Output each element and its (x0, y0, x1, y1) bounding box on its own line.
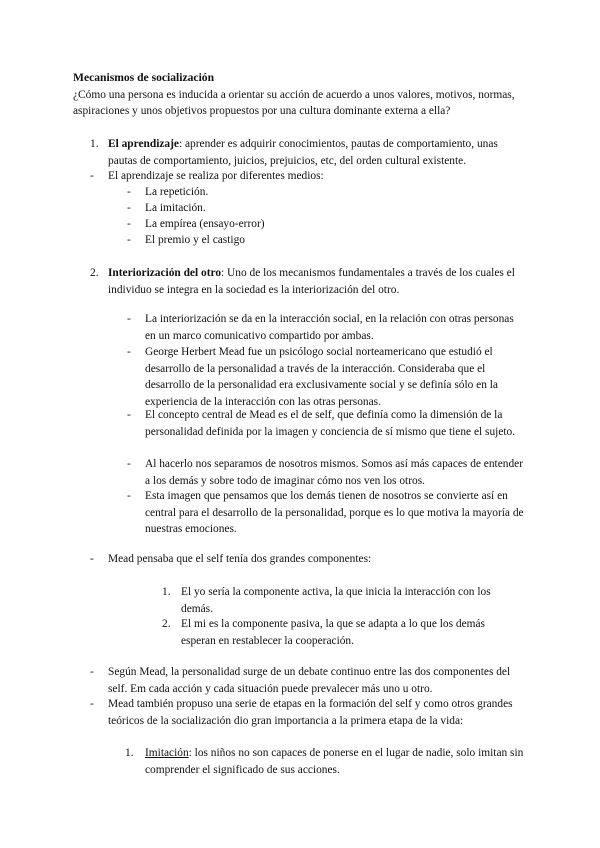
dash-bullet: - (127, 202, 131, 214)
intro-question: ¿Cómo una persona es inducida a orientar su acción de acuerdo a unos valores, motivos, normas, aspiraciones y unos objetivos propuestos por una cultura dominante externa a ella? (73, 88, 515, 118)
component-item (162, 584, 522, 617)
interiorizacion-point (127, 311, 527, 344)
means-text: La repetición. (145, 186, 209, 198)
section-term: Interiorización del otro (108, 267, 222, 279)
list-number: 2. (90, 267, 99, 279)
list-number: 1. (162, 586, 171, 598)
point-text: El concepto central de Mead es el de self, que definía como la dimensión de la personalidad definida por la imagen y conciencia de sí mismo que tiene el sujeto. (145, 409, 516, 438)
means-item (127, 184, 208, 201)
means-item (127, 200, 206, 217)
list-number: 2. (162, 618, 171, 630)
dash-bullet: - (127, 313, 131, 325)
dash-bullet: - (90, 170, 94, 182)
point-text: La interiorización se da en la interacción social, en la relación con otras personas en un marco comunicativo compartido por ambas. (145, 313, 514, 342)
stages-intro-text: Mead también propuso una serie de etapas en la formación del self y como otros grandes teóricos de la socialización dio gran importancia a la primera etapa de la vida: (108, 698, 513, 727)
interiorizacion-point (127, 456, 527, 489)
means-item (127, 216, 265, 233)
section-term: El aprendizaje (108, 138, 179, 150)
dash-bullet: - (127, 218, 131, 230)
aprendizaje-note (90, 168, 522, 185)
dash-bullet: - (127, 186, 131, 198)
section-text: : aprender es adquirir conocimientos, pautas de comportamiento, unas pautas de comportamiento, juicios, prejuicios, etc, del orden cultural existente. (108, 138, 498, 167)
section-text: : Uno de los mecanismos fundamentales a través de los cuales el individuo se integra en la sociedad es la interiorización del otro. (108, 267, 515, 296)
dash-bullet: - (127, 409, 131, 421)
components-intro (90, 551, 522, 568)
dash-bullet: - (127, 458, 131, 470)
component-text: El mi es la componente pasiva, la que se adapta a lo que los demás esperan en restablecer la cooperación. (181, 618, 485, 647)
dash-bullet: - (90, 553, 94, 565)
means-text: La imitación. (145, 202, 206, 214)
component-text: El yo sería la componente activa, la que inicia la interacción con los demás. (181, 586, 491, 615)
list-number: 1. (125, 747, 134, 759)
dash-bullet: - (127, 490, 131, 502)
note-text: El aprendizaje se realiza por diferentes medios: (108, 170, 324, 182)
section-interiorizacion (90, 265, 522, 298)
dash-bullet: - (90, 666, 94, 678)
interiorizacion-point (127, 344, 527, 410)
stage-item (125, 745, 525, 778)
point-text: Al hacerlo nos separamos de nosotros mismos. Somos así más capaces de entender a los demás y sobre todo de imaginar cómo nos ven los otros. (145, 458, 524, 487)
dash-bullet: - (127, 234, 131, 246)
component-item (162, 616, 522, 649)
means-item (127, 232, 245, 249)
interiorizacion-point (127, 407, 527, 440)
means-text: La empírea (ensayo-error) (145, 218, 265, 230)
components-intro-text: Mead pensaba que el self tenía dos grandes componentes: (108, 553, 372, 565)
stages-intro (90, 696, 522, 729)
intro-block (73, 70, 553, 120)
interiorizacion-point (127, 488, 527, 538)
debate-paragraph (90, 664, 522, 697)
dash-bullet: - (90, 698, 94, 710)
stage-text: : los niños no son capaces de ponerse en el lugar de nadie, solo imitan sin comprender el significado de sus acciones. (145, 747, 524, 776)
stage-term: Imitación (145, 747, 189, 759)
point-text: Esta imagen que pensamos que los demás tienen de nosotros se convierte así en central para el desarrollo de la personalidad, porque es lo que motiva la mayoría de nuestras emociones. (145, 490, 524, 536)
dash-bullet: - (127, 346, 131, 358)
section-aprendizaje (90, 136, 522, 169)
means-text: El premio y el castigo (145, 234, 245, 246)
debate-text: Según Mead, la personalidad surge de un debate continuo entre las dos componentes del self. Em cada acción y cada situación puede prevalecer más uno u otro. (108, 666, 511, 695)
list-number: 1. (90, 138, 99, 150)
point-text: George Herbert Mead fue un psicólogo social norteamericano que estudió el desarrollo de la personalidad a través de la interacción. Consideraba que el desarrollo de la personalidad era exclusivamente social y se definía sólo en la experiencia de la interacción con las otras personas. (145, 346, 498, 408)
page-title: Mecanismos de socialización (73, 71, 215, 84)
